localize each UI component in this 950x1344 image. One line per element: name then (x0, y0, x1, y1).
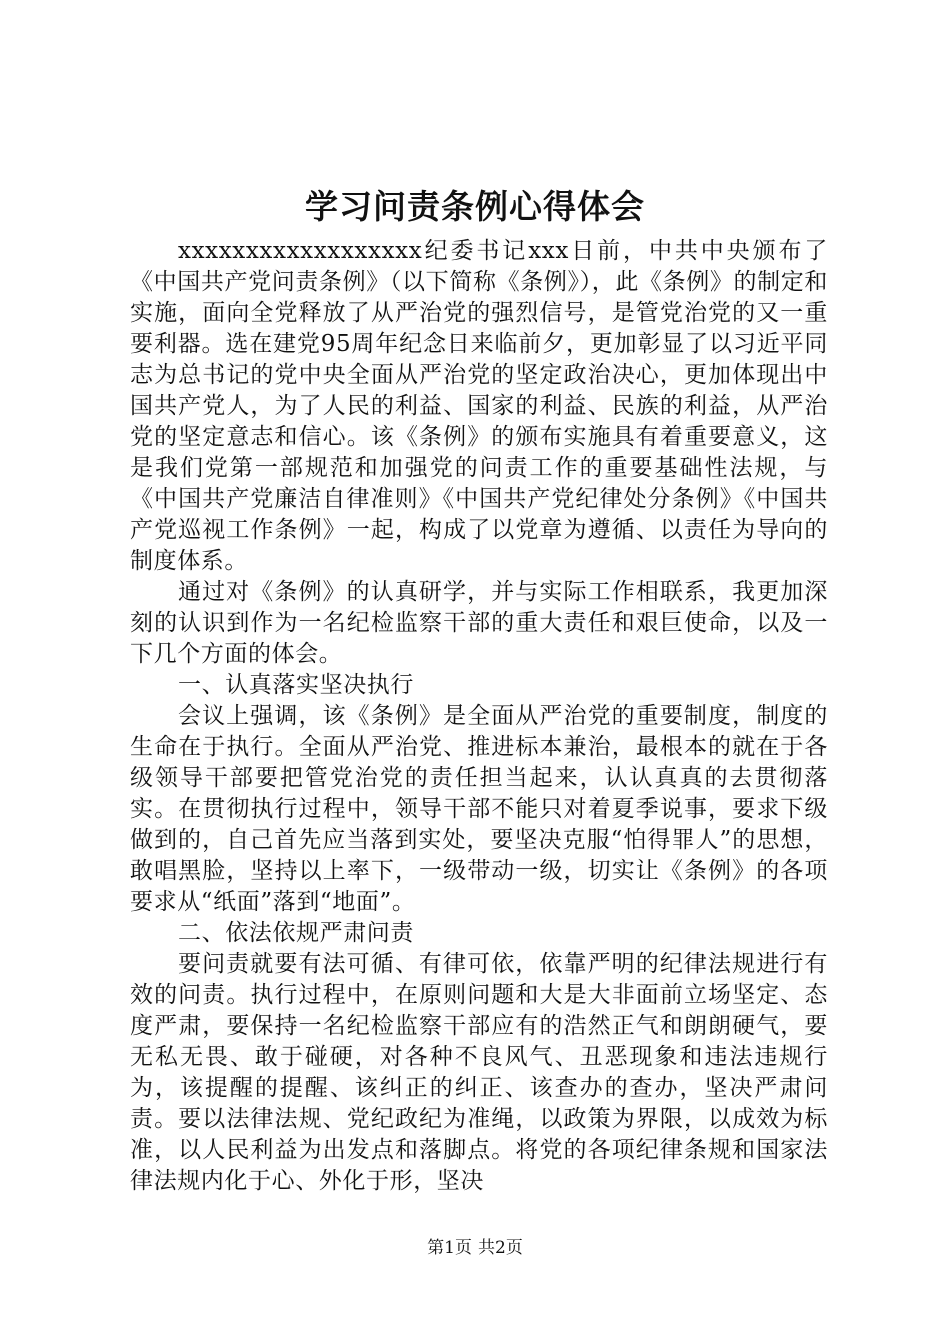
document-title: 学习问责条例心得体会 (305, 187, 645, 226)
paragraph-summary: 通过对《条例》的认真研学，并与实际工作相联系，我更加深刻的认识到作为一名纪检监察干部的重大责任和艰巨使命，以及一下几个方面的体会。 (130, 579, 828, 667)
page-total: 共2页 (478, 1238, 523, 1258)
section-heading-2: 二、依法依规严肃问责 (178, 920, 414, 946)
paragraph-intro: xxxxxxxxxxxxxxxxxx纪委书记xxx日前，中共中央颁布了《中国共产党问责条例》（以下简称《条例》），此《条例》的制定和实施，面向全党释放了从严治党的强烈信号，是管党治党的又一重要利器。选在建党95周年纪念日来临前夕，更加彰显了以习近平同志为总书记的党中央全面从严治党的坚定政治决心，更加体现出中国共产党人，为了人民的利益、国家的利益、民族的利益，从严治党的坚定意志和信心。该《条例》的颁布实施具有着重要意义，这是我们党第一部规范和加强党的问责工作的重要基础性法规，与《中国共产党廉洁自律准则》《中国共产党纪律处分条例》《中国共产党巡视工作条例》一起，构成了以党章为遵循、以责任为导向的制度体系。 (130, 238, 828, 574)
section-heading-1: 一、认真落实坚决执行 (178, 672, 414, 698)
paragraph-section-1: 会议上强调，该《条例》是全面从严治党的重要制度，制度的生命在于执行。全面从严治党、推进标本兼治，最根本的就在于各级领导干部要把管党治党的责任担当起来，认认真真的去贯彻落实。在贯彻执行过程中，领导干部不能只对着夏季说事，要求下级做到的，自己首先应当落到实处，要坚决克服“怕得罪人”的思想，敢唱黑脸，坚持以上率下，一级带动一级，切实让《条例》的各项要求从“纸面”落到“地面”。 (130, 703, 828, 915)
page-number: 第1页 (427, 1238, 472, 1258)
paragraph-section-2: 要问责就要有法可循、有律可依，依靠严明的纪律法规进行有效的问责。执行过程中，在原则问题和大是大非面前立场坚定、态度严肃，要保持一名纪检监察干部应有的浩然正气和朗朗硬气，要无私无畏、敢于碰硬，对各种不良风气、丑恶现象和违法违规行为，该提醒的提醒、该纠正的纠正、该查办的查办，坚决严肃问责。要以法律法规、党纪政纪为准绳，以政策为界限，以成效为标准，以人民利益为出发点和落脚点。将党的各项纪律条规和国家法律法规内化于心、外化于形，坚决 (130, 951, 828, 1194)
page-footer (0, 1237, 950, 1259)
document-body (130, 236, 828, 1197)
